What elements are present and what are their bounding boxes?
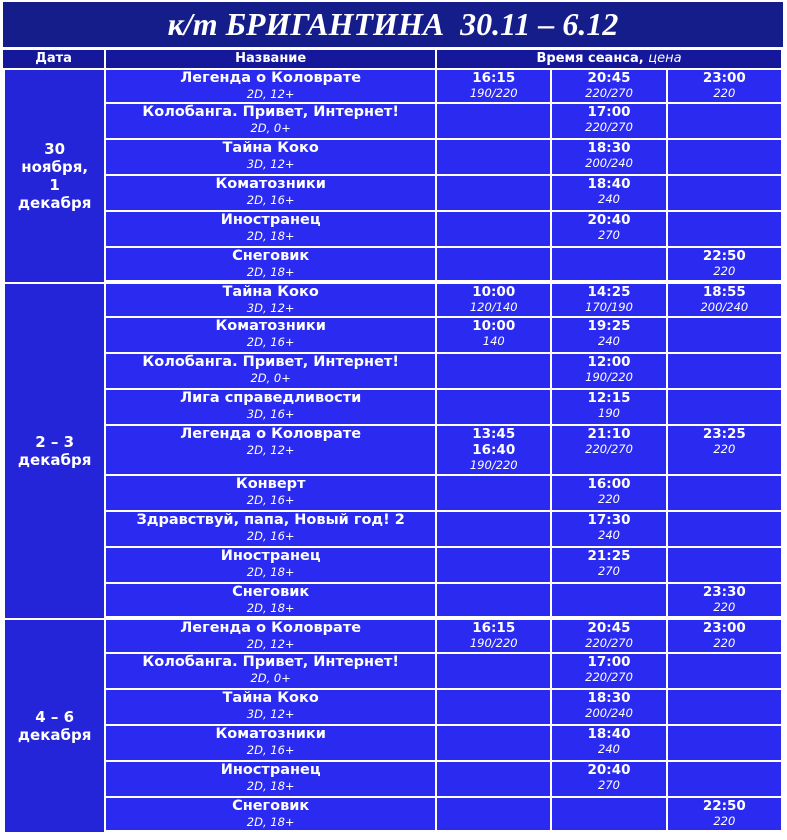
film-title: Коматозники xyxy=(215,726,326,742)
session-cell xyxy=(437,620,552,654)
table-row xyxy=(3,584,783,620)
film-cell xyxy=(106,690,437,726)
film-format: 2D, 18+ xyxy=(246,815,295,829)
table-row xyxy=(3,654,783,690)
session-time: 18:30 xyxy=(587,690,631,706)
session-cell xyxy=(552,104,667,140)
session-cell xyxy=(552,548,667,584)
table-row xyxy=(3,798,783,834)
session-cell xyxy=(437,548,552,584)
table-row xyxy=(3,426,783,476)
session-time: 23:30 xyxy=(702,584,746,600)
date-cell xyxy=(3,70,106,284)
film-title: Тайна Коко xyxy=(222,140,319,156)
table-row xyxy=(3,212,783,248)
film-format: 2D, 16+ xyxy=(246,193,295,207)
session-time: 12:00 xyxy=(587,354,631,370)
film-cell xyxy=(106,70,437,104)
session-cell xyxy=(552,690,667,726)
session-price: 220/270 xyxy=(585,120,633,134)
session-cell xyxy=(437,212,552,248)
date-line: 1 xyxy=(49,176,60,194)
session-cell xyxy=(552,726,667,762)
film-cell xyxy=(106,798,437,834)
session-cell xyxy=(668,248,783,284)
session-cell xyxy=(437,512,552,548)
film-title: Коматозники xyxy=(215,176,326,192)
date-line: 30 xyxy=(44,140,66,158)
table-row xyxy=(3,284,783,318)
session-time: 18:55 xyxy=(702,284,746,300)
film-format: 2D, 18+ xyxy=(246,229,295,243)
table-row xyxy=(3,390,783,426)
session-time: 21:10 xyxy=(587,426,631,442)
session-cell xyxy=(668,390,783,426)
film-title: Снеговик xyxy=(232,584,310,600)
session-cell xyxy=(552,176,667,212)
session-cell xyxy=(552,762,667,798)
session-cell xyxy=(668,104,783,140)
film-format: 2D, 0+ xyxy=(250,371,291,385)
session-price: 220/270 xyxy=(585,636,633,650)
film-cell xyxy=(106,726,437,762)
session-time: 14:25 xyxy=(587,284,631,300)
session-price: 220 xyxy=(713,814,736,828)
session-price: 240 xyxy=(598,742,620,756)
session-price: 220 xyxy=(713,600,736,614)
session-cell xyxy=(668,762,783,798)
session-time: 17:00 xyxy=(587,654,631,670)
session-price: 220/270 xyxy=(585,86,633,100)
table-row xyxy=(3,104,783,140)
date-cell xyxy=(3,620,106,834)
table-row xyxy=(3,726,783,762)
session-cell xyxy=(552,620,667,654)
session-cell xyxy=(552,426,667,476)
session-price: 240 xyxy=(598,334,620,348)
schedule-body xyxy=(3,70,783,834)
film-format: 2D, 16+ xyxy=(246,493,295,507)
session-time: 16:15 xyxy=(472,620,516,636)
film-title: Коматозники xyxy=(215,318,326,334)
session-time: 21:25 xyxy=(587,548,631,564)
schedule-table xyxy=(3,50,783,834)
session-time: 18:40 xyxy=(587,726,631,742)
film-cell xyxy=(106,762,437,798)
session-cell xyxy=(668,354,783,390)
session-time: 12:15 xyxy=(587,390,631,406)
film-title: Тайна Коко xyxy=(222,284,319,300)
session-time: 20:40 xyxy=(587,762,631,778)
session-price: 200/240 xyxy=(585,156,633,170)
session-cell xyxy=(668,584,783,620)
table-row xyxy=(3,690,783,726)
session-cell xyxy=(668,512,783,548)
film-title: Иностранец xyxy=(220,762,321,778)
session-cell xyxy=(437,690,552,726)
session-cell xyxy=(437,70,552,104)
session-time: 20:45 xyxy=(587,70,631,86)
session-time: 18:40 xyxy=(587,176,631,192)
film-format: 2D, 18+ xyxy=(246,779,295,793)
film-title: Снеговик xyxy=(232,248,310,264)
session-time: 16:00 xyxy=(587,476,631,492)
date-line: декабря xyxy=(17,194,92,212)
session-price: 190/220 xyxy=(469,86,518,100)
session-price: 270 xyxy=(598,228,620,242)
table-row xyxy=(3,354,783,390)
table-row xyxy=(3,512,783,548)
session-price: 190/220 xyxy=(469,636,518,650)
session-cell xyxy=(668,284,783,318)
film-format: 2D, 16+ xyxy=(246,529,295,543)
film-cell xyxy=(106,548,437,584)
session-price: 190/220 xyxy=(469,458,518,472)
session-price: 190 xyxy=(598,406,620,420)
film-format: 3D, 12+ xyxy=(246,301,295,315)
session-price: 240 xyxy=(598,528,620,542)
session-cell xyxy=(437,798,552,834)
film-title: Легенда о Коловрате xyxy=(180,70,362,86)
film-format: 2D, 18+ xyxy=(246,601,295,615)
film-title: Легенда о Коловрате xyxy=(180,620,362,636)
film-title: Иностранец xyxy=(220,212,321,228)
film-cell xyxy=(106,476,437,512)
session-time: 18:30 xyxy=(587,140,631,156)
session-cell xyxy=(668,70,783,104)
session-cell xyxy=(668,726,783,762)
session-price: 200/240 xyxy=(700,300,749,314)
header-date: Дата xyxy=(3,50,106,70)
session-cell xyxy=(668,140,783,176)
table-row xyxy=(3,248,783,284)
session-cell xyxy=(437,476,552,512)
film-cell xyxy=(106,654,437,690)
page-title: к/т БРИГАНТИНА 30.11 – 6.12 xyxy=(3,2,783,47)
session-price: 220 xyxy=(713,264,736,278)
film-title: Легенда о Коловрате xyxy=(180,426,362,442)
film-format: 2D, 12+ xyxy=(246,637,295,651)
session-cell xyxy=(437,248,552,284)
date-cell xyxy=(3,284,106,620)
session-time: 23:00 xyxy=(702,620,746,636)
film-format: 2D, 16+ xyxy=(246,743,295,757)
session-cell xyxy=(552,212,667,248)
session-time: 10:00 xyxy=(472,284,516,300)
film-title: Колобанга. Привет, Интернет! xyxy=(142,654,399,670)
session-time: 23:25 xyxy=(702,426,746,442)
session-cell xyxy=(668,548,783,584)
session-cell xyxy=(668,620,783,654)
session-price: 220 xyxy=(713,636,736,650)
header-time-label: Время сеанса, xyxy=(536,51,644,66)
film-cell xyxy=(106,176,437,212)
film-cell xyxy=(106,584,437,620)
session-price: 200/240 xyxy=(585,706,633,720)
header-session-time xyxy=(437,50,783,70)
session-cell xyxy=(437,584,552,620)
session-time: 20:40 xyxy=(587,212,631,228)
film-cell xyxy=(106,140,437,176)
session-time: 22:50 xyxy=(702,798,746,814)
session-price: 220 xyxy=(713,86,736,100)
film-cell xyxy=(106,104,437,140)
film-title: Лига справедливости xyxy=(180,390,362,406)
session-price: 220/270 xyxy=(585,670,633,684)
session-cell xyxy=(668,176,783,212)
header-name: Название xyxy=(106,50,437,70)
film-format: 2D, 18+ xyxy=(246,565,295,579)
header-row xyxy=(3,50,783,70)
date-line: 4 – 6 xyxy=(35,708,75,726)
film-format: 3D, 12+ xyxy=(246,707,295,721)
film-format: 3D, 12+ xyxy=(246,157,295,171)
session-price: 220 xyxy=(713,442,736,456)
film-format: 2D, 0+ xyxy=(250,671,291,685)
session-cell xyxy=(668,212,783,248)
film-cell xyxy=(106,620,437,654)
session-cell xyxy=(552,140,667,176)
film-format: 2D, 0+ xyxy=(250,121,291,135)
session-cell xyxy=(552,390,667,426)
header-price-label: цена xyxy=(648,51,682,66)
film-cell xyxy=(106,284,437,318)
session-cell xyxy=(668,654,783,690)
film-format: 2D, 12+ xyxy=(246,87,295,101)
session-cell xyxy=(668,426,783,476)
table-row xyxy=(3,762,783,798)
session-cell xyxy=(552,654,667,690)
film-title: Снеговик xyxy=(232,798,310,814)
film-title: Иностранец xyxy=(220,548,321,564)
film-cell xyxy=(106,248,437,284)
table-row xyxy=(3,476,783,512)
film-format: 2D, 18+ xyxy=(246,265,295,279)
film-format: 3D, 16+ xyxy=(246,407,295,421)
session-cell xyxy=(668,318,783,354)
session-cell xyxy=(437,140,552,176)
session-cell xyxy=(552,798,667,834)
session-price: 270 xyxy=(598,564,620,578)
film-title: Колобанга. Привет, Интернет! xyxy=(142,354,399,370)
session-price: 220/270 xyxy=(585,442,633,456)
session-time: 16:40 xyxy=(472,442,516,458)
session-cell xyxy=(552,284,667,318)
session-time: 17:30 xyxy=(587,512,631,528)
film-title: Колобанга. Привет, Интернет! xyxy=(142,104,399,120)
session-cell xyxy=(437,390,552,426)
session-price: 190/220 xyxy=(585,370,633,384)
session-cell xyxy=(437,104,552,140)
film-format: 2D, 12+ xyxy=(246,443,295,457)
film-cell xyxy=(106,354,437,390)
session-cell xyxy=(437,318,552,354)
session-cell xyxy=(552,318,667,354)
session-cell xyxy=(668,690,783,726)
film-cell xyxy=(106,512,437,548)
session-cell xyxy=(437,762,552,798)
session-price: 220 xyxy=(598,492,620,506)
session-time: 23:00 xyxy=(702,70,746,86)
session-cell xyxy=(437,426,552,476)
film-cell xyxy=(106,390,437,426)
session-time: 19:25 xyxy=(587,318,631,334)
session-cell xyxy=(437,726,552,762)
session-time: 22:50 xyxy=(702,248,746,264)
date-line: ноября, xyxy=(21,158,89,176)
table-row xyxy=(3,140,783,176)
table-row xyxy=(3,620,783,654)
table-row xyxy=(3,176,783,212)
session-cell xyxy=(552,354,667,390)
film-title: Конверт xyxy=(235,476,306,492)
session-cell xyxy=(437,354,552,390)
film-format: 2D, 16+ xyxy=(246,335,295,349)
session-price: 170/190 xyxy=(585,300,633,314)
session-cell xyxy=(437,284,552,318)
session-time: 16:15 xyxy=(472,70,516,86)
session-cell xyxy=(552,476,667,512)
film-cell xyxy=(106,318,437,354)
session-price: 140 xyxy=(482,334,505,348)
session-cell xyxy=(668,798,783,834)
session-cell xyxy=(552,584,667,620)
date-line: декабря xyxy=(17,451,92,469)
film-title: Тайна Коко xyxy=(222,690,319,706)
session-time: 13:45 xyxy=(472,426,516,442)
film-cell xyxy=(106,426,437,476)
session-price: 240 xyxy=(598,192,620,206)
table-row xyxy=(3,318,783,354)
table-row xyxy=(3,70,783,104)
session-price: 120/140 xyxy=(469,300,518,314)
session-cell xyxy=(437,654,552,690)
session-cell xyxy=(552,512,667,548)
session-time: 17:00 xyxy=(587,104,631,120)
session-cell xyxy=(668,476,783,512)
table-row xyxy=(3,548,783,584)
film-title: Здравствуй, папа, Новый год! 2 xyxy=(136,512,405,528)
session-cell xyxy=(437,176,552,212)
session-cell xyxy=(552,248,667,284)
session-time: 10:00 xyxy=(472,318,516,334)
session-price: 270 xyxy=(598,778,620,792)
date-line: декабря xyxy=(17,726,92,744)
date-line: 2 – 3 xyxy=(35,433,75,451)
session-cell xyxy=(552,70,667,104)
session-time: 20:45 xyxy=(587,620,631,636)
film-cell xyxy=(106,212,437,248)
